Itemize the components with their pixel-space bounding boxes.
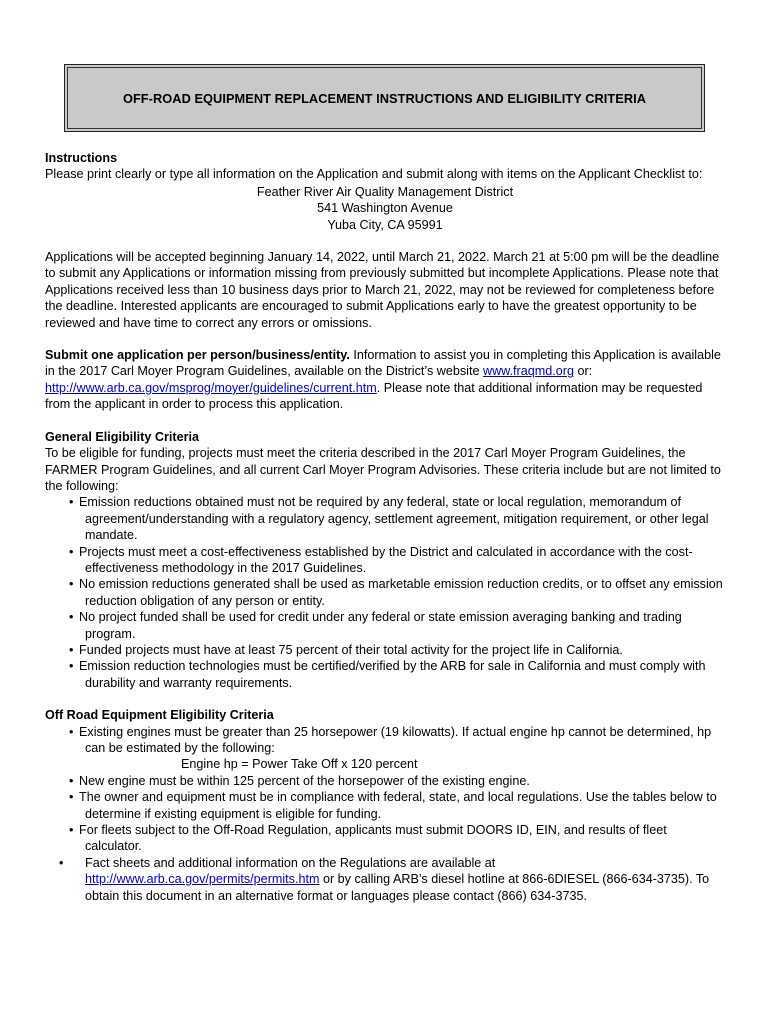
address-line: 541 Washington Avenue xyxy=(317,201,453,216)
bullet-icon: • xyxy=(69,823,74,838)
page-title: OFF-ROAD EQUIPMENT REPLACEMENT INSTRUCTIONS AND ELIGIBILITY CRITERIA xyxy=(67,67,702,129)
list-item: • Funded projects must have at least 75 percent of their total activity for the project life in California. xyxy=(69,642,623,657)
list-item: • New engine must be within 125 percent of the horsepower of the existing engine. xyxy=(69,773,530,788)
general-eligibility-heading: General Eligibility Criteria xyxy=(45,429,199,444)
submit-paragraph xyxy=(45,347,725,413)
moyer-guidelines-link[interactable]: http://www.arb.ca.gov/msprog/moyer/guidelines/current.htm xyxy=(45,380,377,395)
bullet-icon: • xyxy=(69,610,74,625)
offroad-criteria-list xyxy=(45,724,725,757)
list-item: • No emission reductions generated shall be used as marketable emission reduction credits, or to offset any emission reduction obligation of any person or entity. xyxy=(69,577,723,608)
list-item: • Projects must meet a cost-effectiveness established by the District and calculated in accordance with the cost-effectiveness methodology in the 2017 Guidelines. xyxy=(69,544,693,575)
instructions-heading: Instructions xyxy=(45,151,118,165)
submit-text: Information to assist you in completing this Application is available in the 2017 Carl Moyer Program Guidelines, available on the District’s website xyxy=(45,348,721,379)
hp-formula: Engine hp = Power Take Off x 120 percent xyxy=(181,757,418,772)
bullet-icon: • xyxy=(69,773,74,788)
bullet-icon: • xyxy=(69,544,74,559)
bullet-icon: • xyxy=(69,790,74,805)
general-criteria-list xyxy=(45,494,725,691)
deadline-paragraph: Applications will be accepted beginning January 14, 2022, until March 21, 2022. March 21 at 5:00 pm will be the deadline to submit any Applications or information missing from previously submitted but incomplete Applications. Please note that Applications received less than 10 business days prior to March 21, 2022, may not be reviewed for completeness before the deadline. Interested applicants are encouraged to submit Applications early to have the greatest opportunity to be reviewed and have time to correct any errors or omissions. xyxy=(45,250,720,330)
general-eligibility-intro: To be eligible for funding, projects must meet the criteria described in the 2017 Carl Moyer Program Guidelines, the FARMER Program Guidelines, and all current Carl Moyer Program Advisories. These criteria include but are not limited to the following: xyxy=(45,446,721,493)
list-item: • No project funded shall be used for credit under any federal or state emission averaging banking and trading program. xyxy=(69,610,682,641)
submit-text: or: xyxy=(573,364,593,379)
bullet-icon: • xyxy=(69,642,74,657)
mailing-address xyxy=(45,184,725,233)
document-body xyxy=(45,150,725,920)
list-item: • The owner and equipment must be in compliance with federal, state, and local regulations. Use the tables below to determine if existing equipment is eligible for funding. xyxy=(69,790,717,821)
list-item: • Emission reduction technologies must be certified/verified by the ARB for sale in California and must comply with durability and warranty requirements. xyxy=(69,659,706,690)
offroad-eligibility-heading: Off Road Equipment Eligibility Criteria xyxy=(45,708,274,723)
deadline-section xyxy=(45,249,725,331)
bullet-icon: • xyxy=(69,659,74,674)
general-eligibility-section xyxy=(45,429,725,692)
submit-text: . Please note that additional information may be requested from the applicant in order to process this application. xyxy=(45,380,703,412)
list-item: • For fleets subject to the Off-Road Regulation, applicants must submit DOORS ID, EIN, and results of fleet calculator. xyxy=(69,823,667,854)
permits-link[interactable]: http://www.arb.ca.gov/permits/permits.htm xyxy=(85,872,320,887)
instructions-intro: Please print clearly or type all information on the Application and submit along with items on the Applicant Checklist to: xyxy=(45,167,703,182)
offroad-eligibility-section xyxy=(45,707,725,904)
offroad-criteria-list-continued xyxy=(45,773,725,904)
bullet-icon: • xyxy=(69,724,74,739)
list-item: • Emission reductions obtained must not be required by any federal, state or local regulation, memorandum of agreement/understanding with a regulatory agency, settlement agreement, mitigation requirement, or other legal mandate. xyxy=(69,495,709,543)
address-line: Yuba City, CA 95991 xyxy=(327,217,443,232)
list-item: • Existing engines must be greater than 25 horsepower (19 kilowatts). If actual engine hp cannot be determined, hp can be estimated by the following: xyxy=(69,724,712,755)
list-item: • Fact sheets and additional information on the Regulations are available at http://www.arb.ca.gov/permits/permits.htm or by calling ARB’s diesel hotline at 866-6DIESEL (866-634-3735). To obtain this document in an alternative format or languages please contact (866) 634-3735. xyxy=(59,855,710,903)
submit-section xyxy=(45,347,725,413)
bullet-icon: • xyxy=(59,855,64,870)
district-website-link[interactable]: www.fraqmd.org xyxy=(482,364,574,379)
bullet-icon: • xyxy=(69,495,74,510)
submit-bold-text: Submit one application per person/business/entity. xyxy=(45,348,350,363)
instructions-section xyxy=(45,150,725,233)
address-line: Feather River Air Quality Management District xyxy=(256,184,514,199)
bullet-icon: • xyxy=(69,577,74,592)
title-box xyxy=(64,64,705,132)
